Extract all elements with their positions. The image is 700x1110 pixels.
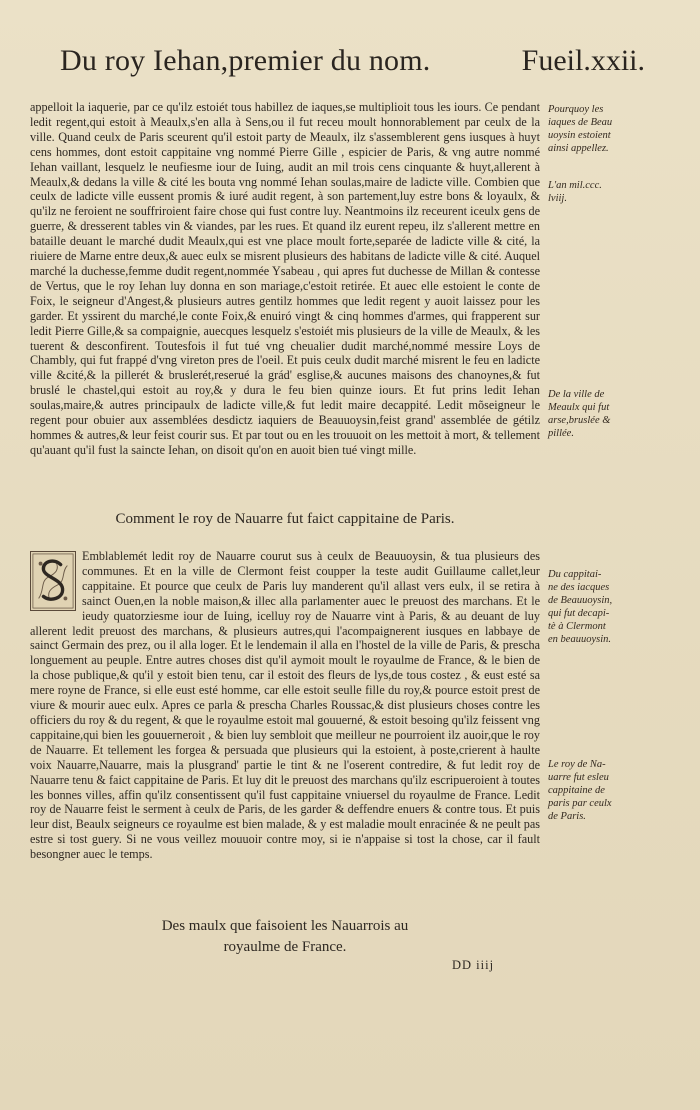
decorated-initial-s-icon [30,551,76,611]
text-block-1: appelloit la iaquerie, par ce qu'ilz estoiét tous habillez de iaques,se multiplioit tous les iours. Ce pendant ledit regent,qui estoit à Meaulx,s'en alla à Sens,ou il fut receu moult honnorablement par ceulx de la ville. Quand ceulx de Paris sceurent qu'il estoit party de Meaulx, ilz s'assemblerent gens iusques à huyt cens hommes, dont estoit cappitaine vng nommé Pierre Gille , espicier de Paris, & vng autre nommé Iehan vaillant, lesquelz le neufiesme iour de Iuing, audit an mil trois cens cinquante & huyt,allerent à Meaulx,& dedans la ville & cité les bouta vng nommé Iehan soulas,maire de ladicte ville. Combien que ceulx de ladicte ville eussent promis & iuré audit regent, à son partement,luy estre bons & loyaulx, & qu'ilz ne feroient ne souffriroient faire chose qui fust contre luy. Neantmoins ilz receurent iceulx gens de guerre, & dresserent tables vin & viandes, par les rues. Et quand ilz eurent repeu, ilz s'allerent mettre en bataille deuant le marché dudit Meaulx,qui est vne place moult forte,separée de ladicte ville & cité, la riuiere de Marne entre deux,& auec eulx se misrent plusieurs des habitans de ladicte ville & cité. Auquel marché la duchesse,femme dudit regent,nommée Ysabeau , qui apres fut duchesse de Millan & contesse de Vertus, que le roy Iehan luy donna en son mariage,c'estoit retirée. Et auec elle estoient le conte de Foix, le seigneur d'Angest,& plusieurs autres gentilz hommes que ledit regent y auoit laissez pour les garder. Et yssirent du marché,le conte Foix,& enuiró vingt & cinq hommes d'armes, qui frapperent sur ledit Pierre Gille,& sa compaignie, auecques lesquelz s'estoiét mis plusieurs de la ville de Meaulx, & les tuerent & desconfirent. Toutesfois il fut tué vng cheualier dudit marché,nommé messire Loys de Chambly, qui fut frappé d'vng vireton pres de l'oeil. Et puis ceulx dudit marché misrent le feu en ladicte ville &cité,& la pillerét & bruslerét,reserué la grád' esglise,& aucunes maisons des chanoynes,& fut bruslé le chastel,qui estoit au roy,& y dura le feu bien quinze iours. Et fut prins ledit Iehan soulas,maire,& autres principaulx de ladicte ville,& fut ledit maire decappité. Ledit mõseigneur le regent pour obuier aux assemblées desdictz iaquiers de Beauuoysin,feist grand' assemblée de gétilz hommes & autres,& leur feist courir sus. Et par tout ou en les trouuoit on les mettoit à mort, & tellement qu'auant qu'il fust la saincte Iehan, on disoit qu'on en auoit bien tué vingt mille. [30,100,540,457]
text-block-2-body: Emblablemét ledit roy de Nauarre courut sus à ceulx de Beauuoysin, & tua plusieurs des communes. Et en la ville de Clermont feist coupper la teste audit Guillaume callet,leur cappitaine. Et pource que ceulx de Paris luy manderent qu'il allast vers eulx, il se retira à sainct Ouen,en la noble maison,& illec alla parlamenter auec le preuost des marchans. Et le ieudy quatorziesme iour de Iuing, icelluy roy de Nauarre vint à Paris, & au deuant de luy allerent ledit preuost des marchans, & plusieurs autres,qui l'acompaignerent iusques en labbaye de sainct Germain des prez, ou il alla loger. Et le lendemain il alla en l'hostel de la ville de Paris, & prescha longuement au peuple. Entre autres choses dist qu'il aymoit moult le royaulme de France, & le bien de la chose publique,& qu'il y estoit bien tenu, car il estoit des fleurs de lys,de tous costez , & eust esté sa mere royne de France, si elle eust esté homme, car elle estoit seulle fille du roy,& pource estoit prest de viure & mourir auec eulx. Apres ce parla & prescha Charles Roussac,& dist plusieurs choses contre les officiers du roy & du regent, & que le royaulme estoit mal gouuerné, & estoit besoing qu'ilz feissent vng cappitaine,qui bien les gouuerneroit , & bien luy sembloit que meilleur ne pourroient ilz auoir,que le roy de Nauarre. Et tellement les forgea & persuada que plusieurs qui la estoient, à poste,crierent à haulte voix Nauarre,Nauarre, mais la plusgrand' partie le tint & ne l'oserent contredire, & fut ledit roy de Nauarre tenu & faict cappitaine de Paris. Et luy dit le preuost des marchans qu'ilz escripueroient à toutes les bonnes villes, affin qu'ilz consentissent qu'il fust cappitaine vniuersel du royaulme de France. Ledit roy de Nauarre feist le serment à ceulx de Paris, de les garder & deffendre enuers & contre tous. Et puis leur dist, Beaulx seigneurs ce royaulme est bien malade, & y est maladie moult enracinée & ne peult pas estre si tost guery. Si ne vous veillez mouuoir contre moy, si ie n'appaise si tost la chose, car il fault besongner auec le temps. [30,549,540,862]
margin-note-year: L'an mil.ccc. lviij. [548,180,602,204]
signature-mark: DD iiij [452,958,495,972]
section-heading-2 [30,916,540,958]
section-heading-1: Comment le roy de Nauarre fut faict cappitaine de Paris. [115,511,455,527]
margin-note-meaulx: De la ville de Meaulx qui fut arse,bruslée & pillée. [548,389,611,439]
margin-note-iaques: Pourquoy les iaques de Beau uoysin estoient ainsi appellez. [548,104,613,154]
text-block-2 [30,549,540,901]
margin-note-cappitaine: Du cappitai- ne des iacques de Beauuoysin, qui fut decapi- tè à Clermont en beauuoysin. [548,569,613,645]
section-heading-2-text: Des maulx que faisoient les Nauarrois au royaulme de France. [161,918,409,955]
running-title: Du roy Iehan,premier du nom. [60,44,431,77]
margin-note-roy-nauarre: Le roy de Na- uarre fut esleu cappitaine de paris par ceulx de Paris. [548,759,612,822]
folio-number: Fueil.xxii. [521,44,645,77]
page-header [60,44,645,84]
